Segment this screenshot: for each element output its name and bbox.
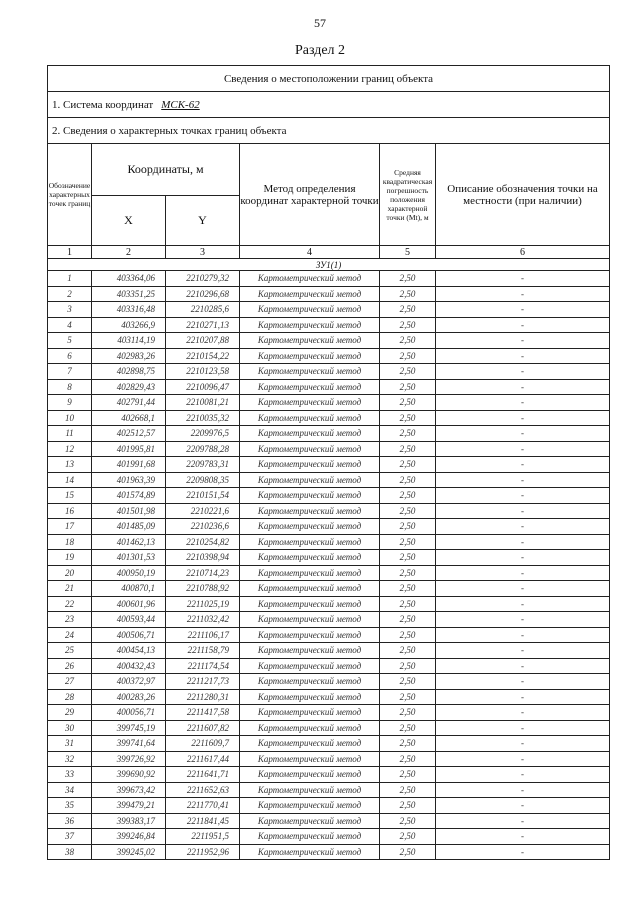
- column-number: 3: [166, 246, 240, 259]
- description-cell: -: [436, 550, 610, 566]
- x-coordinate-cell: 400432,43: [92, 658, 166, 674]
- table-row: [48, 736, 610, 752]
- point-number-cell: 25: [48, 643, 92, 659]
- method-cell: Картометрический метод: [240, 286, 380, 302]
- y-coordinate-cell: 2211174,54: [166, 658, 240, 674]
- description-cell: -: [436, 286, 610, 302]
- description-cell: -: [436, 503, 610, 519]
- point-number-cell: 14: [48, 472, 92, 488]
- method-cell: Картометрический метод: [240, 271, 380, 287]
- point-number-cell: 28: [48, 689, 92, 705]
- description-cell: -: [436, 813, 610, 829]
- accuracy-cell: 2,50: [380, 627, 436, 643]
- accuracy-cell: 2,50: [380, 503, 436, 519]
- y-coordinate-cell: 2211951,5: [166, 829, 240, 845]
- y-coordinate-cell: 2211025,19: [166, 596, 240, 612]
- accuracy-cell: 2,50: [380, 348, 436, 364]
- y-coordinate-cell: 2210123,58: [166, 364, 240, 380]
- table-row: [48, 844, 610, 860]
- y-coordinate-cell: 2210081,21: [166, 395, 240, 411]
- page-number: 57: [314, 16, 326, 30]
- description-cell: -: [436, 271, 610, 287]
- accuracy-cell: 2,50: [380, 751, 436, 767]
- description-cell: -: [436, 457, 610, 473]
- method-cell: Картометрический метод: [240, 550, 380, 566]
- description-cell: -: [436, 379, 610, 395]
- table-row: [48, 379, 610, 395]
- x-coordinate-cell: 400950,19: [92, 565, 166, 581]
- y-coordinate-cell: 2209808,35: [166, 472, 240, 488]
- y-coordinate-cell: 2210271,13: [166, 317, 240, 333]
- description-cell: -: [436, 767, 610, 783]
- point-number-cell: 6: [48, 348, 92, 364]
- point-number-cell: 10: [48, 410, 92, 426]
- group-label: ЗУ1(1): [48, 259, 610, 271]
- description-cell: -: [436, 720, 610, 736]
- table-row: [48, 689, 610, 705]
- method-cell: Картометрический метод: [240, 426, 380, 442]
- point-number-cell: 22: [48, 596, 92, 612]
- table-row: [48, 317, 610, 333]
- x-coordinate-cell: 402983,26: [92, 348, 166, 364]
- point-number-cell: 19: [48, 550, 92, 566]
- point-number-cell: 30: [48, 720, 92, 736]
- description-cell: -: [436, 395, 610, 411]
- accuracy-cell: 2,50: [380, 844, 436, 860]
- accuracy-cell: 2,50: [380, 596, 436, 612]
- point-number-cell: 11: [48, 426, 92, 442]
- method-cell: Картометрический метод: [240, 441, 380, 457]
- accuracy-cell: 2,50: [380, 519, 436, 535]
- method-cell: Картометрический метод: [240, 581, 380, 597]
- method-cell: Картометрический метод: [240, 457, 380, 473]
- y-coordinate-cell: 2210035,32: [166, 410, 240, 426]
- table-row: [48, 488, 610, 504]
- table-row: [48, 813, 610, 829]
- column-number-row: [48, 246, 610, 259]
- accuracy-cell: 2,50: [380, 317, 436, 333]
- x-coordinate-cell: 400870,1: [92, 581, 166, 597]
- table-row: [48, 333, 610, 349]
- section-title: Раздел 2: [294, 43, 346, 58]
- x-coordinate-cell: 402829,43: [92, 379, 166, 395]
- point-number-cell: 9: [48, 395, 92, 411]
- accuracy-cell: 2,50: [380, 457, 436, 473]
- table-row: [48, 364, 610, 380]
- x-coordinate-cell: 401462,13: [92, 534, 166, 550]
- y-coordinate-cell: 2210788,92: [166, 581, 240, 597]
- accuracy-cell: 2,50: [380, 581, 436, 597]
- table-row: [48, 720, 610, 736]
- point-number-cell: 37: [48, 829, 92, 845]
- accuracy-cell: 2,50: [380, 782, 436, 798]
- point-number-cell: 1: [48, 271, 92, 287]
- y-coordinate-cell: 2210221,6: [166, 503, 240, 519]
- x-coordinate-cell: 400601,96: [92, 596, 166, 612]
- y-coordinate-cell: 2211032,42: [166, 612, 240, 628]
- accuracy-cell: 2,50: [380, 302, 436, 318]
- accuracy-cell: 2,50: [380, 271, 436, 287]
- description-cell: -: [436, 534, 610, 550]
- x-coordinate-cell: 399690,92: [92, 767, 166, 783]
- description-cell: -: [436, 627, 610, 643]
- accuracy-cell: 2,50: [380, 658, 436, 674]
- description-cell: -: [436, 596, 610, 612]
- table-row: [48, 565, 610, 581]
- header-x: X: [92, 196, 166, 246]
- x-coordinate-cell: 399726,92: [92, 751, 166, 767]
- method-cell: Картометрический метод: [240, 751, 380, 767]
- y-coordinate-cell: 2211158,79: [166, 643, 240, 659]
- point-number-cell: 29: [48, 705, 92, 721]
- method-cell: Картометрический метод: [240, 782, 380, 798]
- x-coordinate-cell: 403266,9: [92, 317, 166, 333]
- description-cell: -: [436, 472, 610, 488]
- point-number-cell: 31: [48, 736, 92, 752]
- point-number-cell: 5: [48, 333, 92, 349]
- point-number-cell: 16: [48, 503, 92, 519]
- y-coordinate-cell: 2210096,47: [166, 379, 240, 395]
- accuracy-cell: 2,50: [380, 286, 436, 302]
- method-cell: Картометрический метод: [240, 829, 380, 845]
- x-coordinate-cell: 400593,44: [92, 612, 166, 628]
- x-coordinate-cell: 399383,17: [92, 813, 166, 829]
- coordinate-system-row: [48, 92, 610, 118]
- x-coordinate-cell: 399745,19: [92, 720, 166, 736]
- point-number-cell: 20: [48, 565, 92, 581]
- table-row: [48, 829, 610, 845]
- point-number-cell: 33: [48, 767, 92, 783]
- description-cell: -: [436, 426, 610, 442]
- description-cell: -: [436, 581, 610, 597]
- table-row: [48, 472, 610, 488]
- point-number-cell: 34: [48, 782, 92, 798]
- table-row: [48, 271, 610, 287]
- table-row: [48, 627, 610, 643]
- accuracy-cell: 2,50: [380, 379, 436, 395]
- point-number-cell: 36: [48, 813, 92, 829]
- table-row: [48, 643, 610, 659]
- header-point-designation: Обозначение характерных точек границ: [48, 144, 92, 246]
- method-cell: Картометрический метод: [240, 503, 380, 519]
- y-coordinate-cell: 2211417,58: [166, 705, 240, 721]
- description-cell: -: [436, 410, 610, 426]
- method-cell: Картометрический метод: [240, 472, 380, 488]
- description-cell: -: [436, 751, 610, 767]
- method-cell: Картометрический метод: [240, 720, 380, 736]
- x-coordinate-cell: 402898,75: [92, 364, 166, 380]
- description-cell: -: [436, 829, 610, 845]
- method-cell: Картометрический метод: [240, 767, 380, 783]
- x-coordinate-cell: 401963,39: [92, 472, 166, 488]
- y-coordinate-cell: 2211652,63: [166, 782, 240, 798]
- method-cell: Картометрический метод: [240, 674, 380, 690]
- method-cell: Картометрический метод: [240, 333, 380, 349]
- y-coordinate-cell: 2209976,5: [166, 426, 240, 442]
- point-number-cell: 15: [48, 488, 92, 504]
- method-cell: Картометрический метод: [240, 705, 380, 721]
- y-coordinate-cell: 2211952,96: [166, 844, 240, 860]
- accuracy-cell: 2,50: [380, 705, 436, 721]
- description-cell: -: [436, 612, 610, 628]
- description-cell: -: [436, 317, 610, 333]
- accuracy-cell: 2,50: [380, 426, 436, 442]
- method-cell: Картометрический метод: [240, 736, 380, 752]
- method-cell: Картометрический метод: [240, 844, 380, 860]
- coordinate-system-label: 1. Система координат: [52, 98, 154, 111]
- table-row: [48, 519, 610, 535]
- description-cell: -: [436, 798, 610, 814]
- y-coordinate-cell: 2210254,82: [166, 534, 240, 550]
- description-cell: -: [436, 736, 610, 752]
- header-accuracy: Средняя квадратическая погрешность положения характерной точки (Mt), м: [380, 144, 436, 246]
- points-section-label: 2. Сведения о характерных точках границ объекта: [48, 118, 610, 144]
- method-cell: Картометрический метод: [240, 364, 380, 380]
- point-number-cell: 17: [48, 519, 92, 535]
- description-cell: -: [436, 689, 610, 705]
- method-cell: Картометрический метод: [240, 348, 380, 364]
- method-cell: Картометрический метод: [240, 813, 380, 829]
- x-coordinate-cell: 400506,71: [92, 627, 166, 643]
- y-coordinate-cell: 2211280,31: [166, 689, 240, 705]
- method-cell: Картометрический метод: [240, 395, 380, 411]
- y-coordinate-cell: 2211841,45: [166, 813, 240, 829]
- accuracy-cell: 2,50: [380, 488, 436, 504]
- table-row: [48, 441, 610, 457]
- x-coordinate-cell: 403114,19: [92, 333, 166, 349]
- description-cell: -: [436, 488, 610, 504]
- description-cell: -: [436, 782, 610, 798]
- y-coordinate-cell: 2211770,41: [166, 798, 240, 814]
- x-coordinate-cell: 402668,1: [92, 410, 166, 426]
- method-cell: Картометрический метод: [240, 798, 380, 814]
- method-cell: Картометрический метод: [240, 519, 380, 535]
- x-coordinate-cell: 403316,48: [92, 302, 166, 318]
- accuracy-cell: 2,50: [380, 813, 436, 829]
- accuracy-cell: 2,50: [380, 565, 436, 581]
- x-coordinate-cell: 402512,57: [92, 426, 166, 442]
- boundary-points-table: [47, 65, 610, 860]
- method-cell: Картометрический метод: [240, 658, 380, 674]
- accuracy-cell: 2,50: [380, 829, 436, 845]
- column-number: 6: [436, 246, 610, 259]
- table-row: [48, 534, 610, 550]
- method-cell: Картометрический метод: [240, 627, 380, 643]
- y-coordinate-cell: 2210154,22: [166, 348, 240, 364]
- accuracy-cell: 2,50: [380, 674, 436, 690]
- description-cell: -: [436, 844, 610, 860]
- accuracy-cell: 2,50: [380, 612, 436, 628]
- x-coordinate-cell: 401574,89: [92, 488, 166, 504]
- method-cell: Картометрический метод: [240, 612, 380, 628]
- description-cell: -: [436, 519, 610, 535]
- description-cell: -: [436, 348, 610, 364]
- table-row: [48, 767, 610, 783]
- y-coordinate-cell: 2211217,73: [166, 674, 240, 690]
- y-coordinate-cell: 2211609,7: [166, 736, 240, 752]
- y-coordinate-cell: 2210207,88: [166, 333, 240, 349]
- accuracy-cell: 2,50: [380, 720, 436, 736]
- description-cell: -: [436, 441, 610, 457]
- method-cell: Картометрический метод: [240, 565, 380, 581]
- accuracy-cell: 2,50: [380, 333, 436, 349]
- point-number-cell: 32: [48, 751, 92, 767]
- x-coordinate-cell: 399245,02: [92, 844, 166, 860]
- point-number-cell: 38: [48, 844, 92, 860]
- table-row: [48, 798, 610, 814]
- description-cell: -: [436, 302, 610, 318]
- point-number-cell: 26: [48, 658, 92, 674]
- point-number-cell: 18: [48, 534, 92, 550]
- column-number: 1: [48, 246, 92, 259]
- y-coordinate-cell: 2211641,71: [166, 767, 240, 783]
- table-row: [48, 705, 610, 721]
- x-coordinate-cell: 401301,53: [92, 550, 166, 566]
- point-number-cell: 13: [48, 457, 92, 473]
- x-coordinate-cell: 399479,21: [92, 798, 166, 814]
- accuracy-cell: 2,50: [380, 643, 436, 659]
- method-cell: Картометрический метод: [240, 379, 380, 395]
- description-cell: -: [436, 674, 610, 690]
- method-cell: Картометрический метод: [240, 302, 380, 318]
- header-method: Метод определения координат характерной точки: [240, 144, 380, 246]
- point-number-cell: 8: [48, 379, 92, 395]
- description-cell: -: [436, 364, 610, 380]
- x-coordinate-cell: 399246,84: [92, 829, 166, 845]
- table-row: [48, 426, 610, 442]
- method-cell: Картометрический метод: [240, 317, 380, 333]
- x-coordinate-cell: 400372,97: [92, 674, 166, 690]
- header-coordinates: Координаты, м: [92, 144, 240, 196]
- accuracy-cell: 2,50: [380, 798, 436, 814]
- y-coordinate-cell: 2211106,17: [166, 627, 240, 643]
- accuracy-cell: 2,50: [380, 472, 436, 488]
- table-row: [48, 457, 610, 473]
- point-number-cell: 3: [48, 302, 92, 318]
- header-y: Y: [166, 196, 240, 246]
- table-row: [48, 674, 610, 690]
- table-row: [48, 503, 610, 519]
- point-number-cell: 4: [48, 317, 92, 333]
- accuracy-cell: 2,50: [380, 736, 436, 752]
- method-cell: Картометрический метод: [240, 689, 380, 705]
- method-cell: Картометрический метод: [240, 488, 380, 504]
- method-cell: Картометрический метод: [240, 534, 380, 550]
- x-coordinate-cell: 400454,13: [92, 643, 166, 659]
- column-number: 4: [240, 246, 380, 259]
- y-coordinate-cell: 2210279,32: [166, 271, 240, 287]
- point-number-cell: 21: [48, 581, 92, 597]
- point-number-cell: 23: [48, 612, 92, 628]
- point-number-cell: 2: [48, 286, 92, 302]
- point-number-cell: 27: [48, 674, 92, 690]
- column-number: 2: [92, 246, 166, 259]
- table-row: [48, 751, 610, 767]
- table-row: [48, 612, 610, 628]
- table-row: [48, 581, 610, 597]
- y-coordinate-cell: 2211607,82: [166, 720, 240, 736]
- y-coordinate-cell: 2210236,6: [166, 519, 240, 535]
- y-coordinate-cell: 2210714,23: [166, 565, 240, 581]
- y-coordinate-cell: 2211617,44: [166, 751, 240, 767]
- y-coordinate-cell: 2210296,68: [166, 286, 240, 302]
- y-coordinate-cell: 2210285,6: [166, 302, 240, 318]
- description-cell: -: [436, 643, 610, 659]
- table-row: [48, 658, 610, 674]
- x-coordinate-cell: 402791,44: [92, 395, 166, 411]
- point-number-cell: 12: [48, 441, 92, 457]
- method-cell: Картометрический метод: [240, 643, 380, 659]
- description-cell: -: [436, 705, 610, 721]
- table-row: [48, 348, 610, 364]
- accuracy-cell: 2,50: [380, 767, 436, 783]
- y-coordinate-cell: 2210398,94: [166, 550, 240, 566]
- y-coordinate-cell: 2209788,28: [166, 441, 240, 457]
- point-number-cell: 7: [48, 364, 92, 380]
- accuracy-cell: 2,50: [380, 410, 436, 426]
- y-coordinate-cell: 2210151,54: [166, 488, 240, 504]
- accuracy-cell: 2,50: [380, 689, 436, 705]
- accuracy-cell: 2,50: [380, 550, 436, 566]
- point-number-cell: 35: [48, 798, 92, 814]
- x-coordinate-cell: 399673,42: [92, 782, 166, 798]
- table-row: [48, 395, 610, 411]
- table-row: [48, 550, 610, 566]
- x-coordinate-cell: 399741,64: [92, 736, 166, 752]
- accuracy-cell: 2,50: [380, 534, 436, 550]
- header-description: Описание обозначения точки на местности (при наличии): [436, 144, 610, 246]
- description-cell: -: [436, 333, 610, 349]
- table-row: [48, 596, 610, 612]
- accuracy-cell: 2,50: [380, 441, 436, 457]
- x-coordinate-cell: 400283,26: [92, 689, 166, 705]
- table-caption: Сведения о местоположении границ объекта: [48, 66, 610, 92]
- x-coordinate-cell: 400056,71: [92, 705, 166, 721]
- x-coordinate-cell: 403364,06: [92, 271, 166, 287]
- accuracy-cell: 2,50: [380, 364, 436, 380]
- method-cell: Картометрический метод: [240, 410, 380, 426]
- table-row: [48, 286, 610, 302]
- description-cell: -: [436, 565, 610, 581]
- x-coordinate-cell: 401995,81: [92, 441, 166, 457]
- x-coordinate-cell: 403351,25: [92, 286, 166, 302]
- y-coordinate-cell: 2209783,31: [166, 457, 240, 473]
- method-cell: Картометрический метод: [240, 596, 380, 612]
- coordinate-system-value: МСК-62: [161, 98, 200, 111]
- x-coordinate-cell: 401501,98: [92, 503, 166, 519]
- table-row: [48, 302, 610, 318]
- accuracy-cell: 2,50: [380, 395, 436, 411]
- x-coordinate-cell: 401485,09: [92, 519, 166, 535]
- description-cell: -: [436, 658, 610, 674]
- table-row: [48, 410, 610, 426]
- point-number-cell: 24: [48, 627, 92, 643]
- table-row: [48, 782, 610, 798]
- column-number: 5: [380, 246, 436, 259]
- x-coordinate-cell: 401991,68: [92, 457, 166, 473]
